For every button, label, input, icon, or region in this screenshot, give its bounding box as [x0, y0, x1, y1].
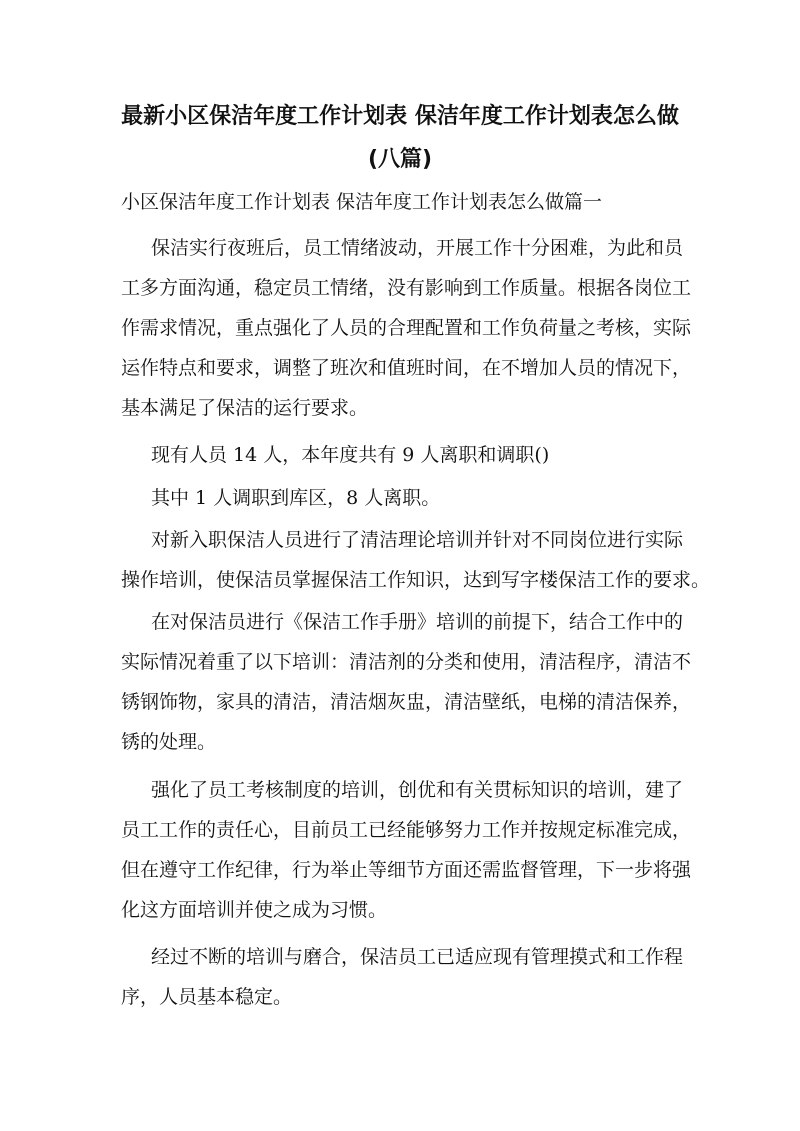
section-heading: 小区保洁年度工作计划表 保洁年度工作计划表怎么做篇一: [121, 191, 603, 213]
paragraph-2-line-1: 现有人员 14 人，本年度共有 9 人离职和调职(): [151, 444, 550, 466]
document-title-line-2: (八篇): [367, 147, 433, 172]
paragraph-1-line-2: 工多方面沟通，稳定员工情绪，没有影响到工作质量。根据各岗位工: [121, 277, 692, 299]
paragraph-4-line-2: 操作培训，使保洁员掌握保洁工作知识，达到写字楼保洁工作的要求。: [121, 569, 711, 591]
paragraph-4-line-1: 对新入职保洁人员进行了清洁理论培训并针对不同岗位进行实际: [151, 529, 684, 551]
paragraph-5-line-2: 实际情况着重了以下培训：清洁剂的分类和使用，清洁程序，清洁不: [121, 651, 692, 673]
document-title-line-1: 最新小区保洁年度工作计划表 保洁年度工作计划表怎么做: [121, 104, 679, 129]
paragraph-7-line-1: 经过不断的培训与磨合，保洁员工已适应现有管理摸式和工作程: [151, 946, 684, 968]
paragraph-5-line-1: 在对保洁员进行《保洁工作手册》培训的前提下，结合工作中的: [151, 611, 684, 633]
paragraph-6-line-4: 化这方面培训并使之成为习惯。: [121, 899, 388, 921]
paragraph-1-line-5: 基本满足了保洁的运行要求。: [121, 397, 369, 419]
paragraph-5-line-4: 锈的处理。: [121, 731, 217, 753]
paragraph-6-line-3: 但在遵守工作纪律，行为举止等细节方面还需监督管理，下一步将强: [121, 859, 692, 881]
paragraph-6-line-2: 员工工作的责任心，目前员工已经能够努力工作并按规定标准完成，: [121, 819, 692, 841]
paragraph-6-line-1: 强化了员工考核制度的培训，创优和有关贯标知识的培训，建了: [151, 779, 684, 801]
paragraph-3-line-1: 其中 1 人调职到库区，8 人离职。: [151, 487, 441, 509]
paragraph-1-line-3: 作需求情况，重点强化了人员的合理配置和工作负荷量之考核，实际: [121, 317, 692, 339]
paragraph-1-line-4: 运作特点和要求，调整了班次和值班时间，在不增加人员的情况下，: [121, 357, 692, 379]
paragraph-5-line-3: 锈钢饰物，家具的清洁，清洁烟灰盅，清洁壁纸，电梯的清洁保养，: [121, 691, 692, 713]
paragraph-1-line-1: 保洁实行夜班后，员工情绪波动，开展工作十分困难，为此和员: [151, 237, 684, 259]
paragraph-7-line-2: 序，人员基本稳定。: [121, 986, 293, 1008]
